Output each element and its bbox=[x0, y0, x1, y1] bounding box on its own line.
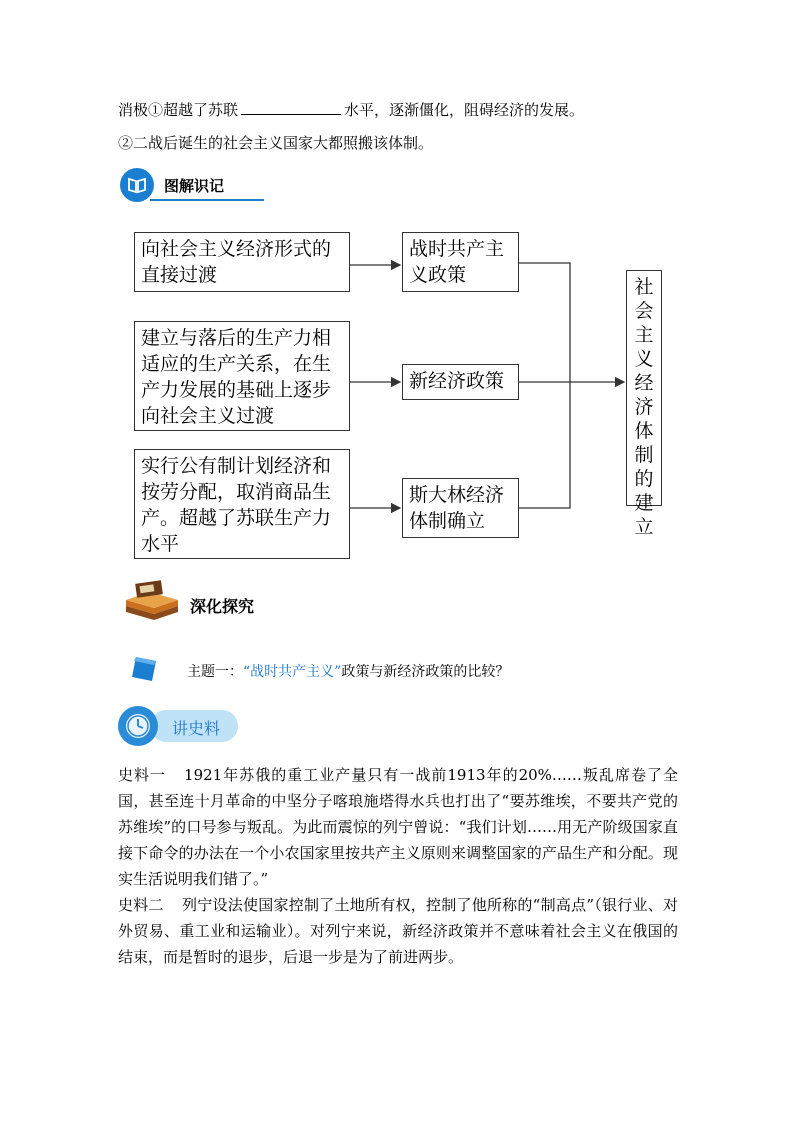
history-section-header bbox=[118, 706, 240, 746]
material-2-label: 史料二 bbox=[118, 896, 164, 914]
result-char: 的 bbox=[634, 468, 654, 490]
result-char: 义 bbox=[634, 348, 654, 370]
left-box-1: 向社会主义经济形式的直接过渡 bbox=[134, 232, 350, 292]
deep-section-title: 深化探究 bbox=[190, 597, 255, 616]
history-section-title: 讲史料 bbox=[172, 719, 221, 738]
result-char: 建 bbox=[634, 492, 654, 514]
result-char: 主 bbox=[634, 324, 654, 346]
material-1-label: 史料一 bbox=[118, 766, 167, 784]
result-char: 体 bbox=[634, 420, 654, 442]
mid-box-2: 新经济政策 bbox=[402, 364, 519, 400]
mid-box-1: 战时共产主义政策 bbox=[402, 232, 519, 292]
material-1 bbox=[118, 762, 678, 892]
topic-line bbox=[187, 661, 509, 681]
diagram-section-title: 图解识记 bbox=[164, 177, 225, 195]
result-char: 立 bbox=[634, 516, 654, 538]
topic-rest: 政策与新经济政策的比较？ bbox=[341, 664, 510, 680]
intro-line-2: ②二战后诞生的社会主义国家大都照搬该体制。 bbox=[118, 134, 434, 152]
clock-icon bbox=[118, 706, 158, 746]
topic-quoted: “战时共产主义” bbox=[243, 664, 342, 680]
left-box-3: 实行公有制计划经济和按劳分配，取消商品生产。超越了苏联生产力水平 bbox=[134, 449, 350, 559]
topic-label: 主题一： bbox=[187, 664, 243, 680]
left-box-2: 建立与落后的生产力相适应的生产关系，在生产力发展的基础上逐步向社会主义过渡 bbox=[134, 321, 350, 431]
material-1-text: 1921年苏俄的重工业产量只有一战前1913年的20%……叛乱席卷了全国，甚至连十月革命的中坚分子喀琅施塔得水兵也打出了“要苏维埃，不要共产党的苏维埃”的口号参与叛乱。为此而震惊的列宁曾说：“我们计划……用无产阶级国家直接下命令的办法在一个小农国家里按共产主义原则来调整国家的产品生产和分配。现实生活说明我们错了。” bbox=[118, 766, 678, 888]
intro-line-1-after: 水平，逐渐僵化，阻碍经济的发展。 bbox=[344, 101, 585, 119]
material-2-text: 列宁设法使国家控制了土地所有权，控制了他所称的“制高点”（银行业、对外贸易、重工业和运输业）。对列宁来说，新经济政策并不意味着社会主义在俄国的结束，而是暂时的退步，后退一步是为了前进两步。 bbox=[118, 896, 678, 966]
bracket bbox=[519, 263, 570, 508]
intro-line-1-before: 消极①超越了苏联 bbox=[118, 101, 239, 119]
scroll-icon bbox=[130, 655, 160, 683]
mid-box-3: 斯大林经济体制确立 bbox=[402, 478, 519, 538]
result-char: 社 bbox=[634, 276, 654, 298]
result-char: 经 bbox=[634, 372, 654, 394]
result-char: 济 bbox=[634, 396, 654, 418]
result-char: 制 bbox=[634, 444, 654, 466]
result-char: 会 bbox=[634, 300, 654, 322]
books-icon bbox=[122, 580, 182, 622]
material-2 bbox=[118, 892, 678, 970]
